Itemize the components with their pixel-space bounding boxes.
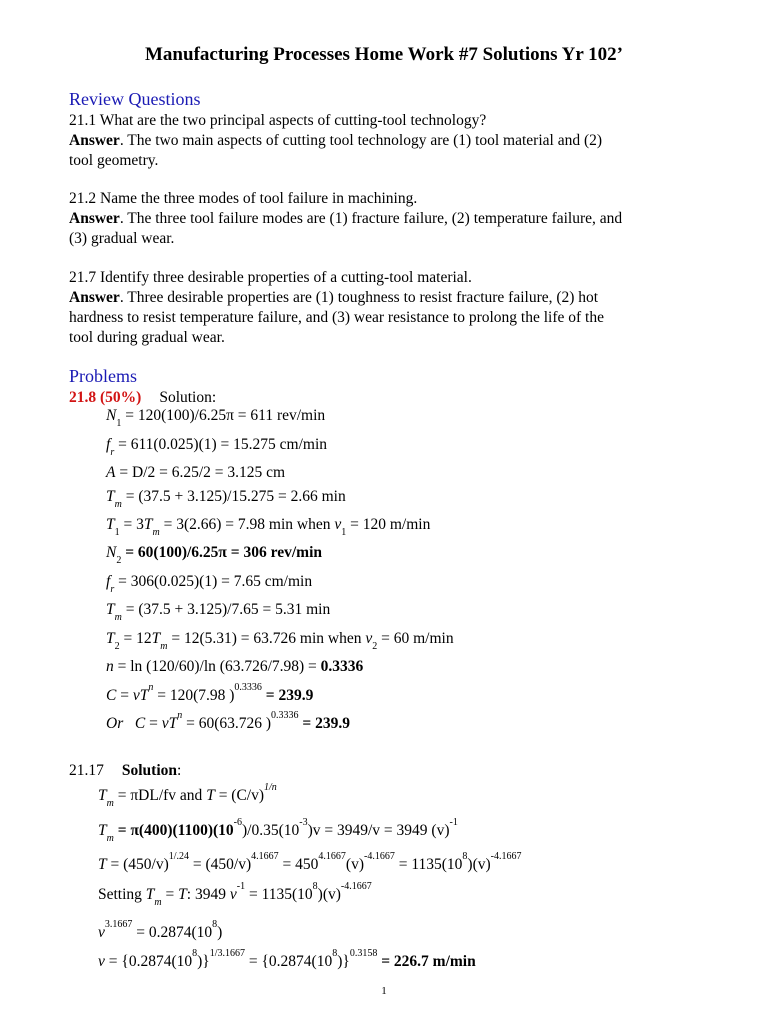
review-questions-heading: Review Questions [69, 89, 201, 109]
equation-t1: $T_1 = 3T_m = 3(2.66) = 7.98$ min when $v_1 = 120$ m/min [106, 516, 431, 538]
equation-n2: $N_2 = 60(100)/6.25\pi = 306$ rev/min [106, 544, 323, 566]
equation-t-value: $T = (450/v)^{1/.24} = (450/v)^{4.1667} = 450^{4.1667}(v)^{-4.1667} = 1135(10^8)(v)^{-4.1667}$ [98, 851, 522, 873]
equation-c2: Or $C = vT^n = 60(63.726$ )$^{0.3336}$ = 239.9 [106, 710, 350, 732]
question-21-2: 21.2 Name the three modes of tool failure in machining. [69, 190, 418, 207]
equation-fr2: $f_r = 306(0.025)(1) = 7.65$ cm/min [106, 573, 313, 595]
answer-21-7-line3: tool during gradual wear. [69, 329, 225, 346]
equation-tm2: $T_m = (37.5 + 3.125)/7.65 = 5.31$ min [106, 601, 331, 623]
answer-label: Answer [69, 210, 120, 227]
problems-heading: Problems [69, 366, 138, 386]
equation-tm-def: $T_m = \pi DL/fv$ and $T = (C/v)^{1/n}$ [98, 782, 277, 809]
answer-21-7-line1: Answer. Three desirable properties are (1) toughness to resist fracture failure, (2) hot [69, 289, 599, 306]
equation-setting: Setting $T_m = T$: 3949 $v^{-1} = 1135(10^8)(v)^{-4.1667}$ [98, 881, 372, 908]
equation-tm-value: $T_m = \pi(400)(1100)(10^{-6})/0.35(10^{-3})v = 3949/v = 3949$ $(v)^{-1}$ [98, 817, 458, 844]
question-21-1: 21.1 What are the two principal aspects of cutting-tool technology? [69, 112, 487, 129]
equation-v-power: $v^{3.1667} = 0.2874(10^8)$ [98, 919, 223, 941]
page-title: Manufacturing Processes Home Work #7 Solutions Yr 102’ [145, 44, 623, 65]
answer-label: Answer [69, 132, 120, 149]
problem-21-17-header: 21.17 Solution: [69, 762, 182, 779]
equation-fr1: $f_r = 611(0.025)(1) = 15.275$ cm/min [106, 436, 328, 458]
equation-t2: $T_2 = 12T_m = 12(5.31) = 63.726$ min when $v_2 = 60$ m/min [106, 630, 454, 652]
answer-21-1-line2: tool geometry. [69, 152, 159, 169]
equation-n-exponent: n = ln (120/60)/ln (63.726/7.98) = 0.3336 [106, 658, 364, 675]
problem-21-8-header: 21.8 (50%) Solution: [69, 389, 217, 406]
page-number: 1 [381, 985, 387, 997]
equation-v-result: $v = \{0.2874(10^8)\}^{1/3.1667} = \{0.2874(10^8)\}^{0.3158} = 226.7$ m/min [98, 948, 476, 970]
equation-a: A = D/2 = 6.25/2 = 3.125 cm [106, 464, 286, 481]
equation-n1: $N_1 = 120(100)/6.25\pi = 611$ rev/min [106, 407, 326, 429]
equation-tm1: $T_m = (37.5 + 3.125)/15.275 = 2.66$ min [106, 488, 346, 510]
answer-21-2-line1: Answer. The three tool failure modes are (1) fracture failure, (2) temperature failure, and [69, 210, 623, 227]
answer-21-2-line2: (3) gradual wear. [69, 230, 175, 247]
answer-label: Answer [69, 289, 120, 306]
problem-label: 21.8 (50%) [69, 389, 142, 406]
answer-21-1-line1: Answer. The two main aspects of cutting tool technology are (1) tool material and (2) [69, 132, 603, 149]
answer-21-7-line2: hardness to resist temperature failure, and (3) wear resistance to prolong the life of the [69, 309, 604, 326]
equation-c1: $C = vT^n = 120(7.98$ )$^{0.3336}$ = 239.9 [106, 682, 314, 704]
question-21-7: 21.7 Identify three desirable properties of a cutting-tool material. [69, 269, 472, 286]
